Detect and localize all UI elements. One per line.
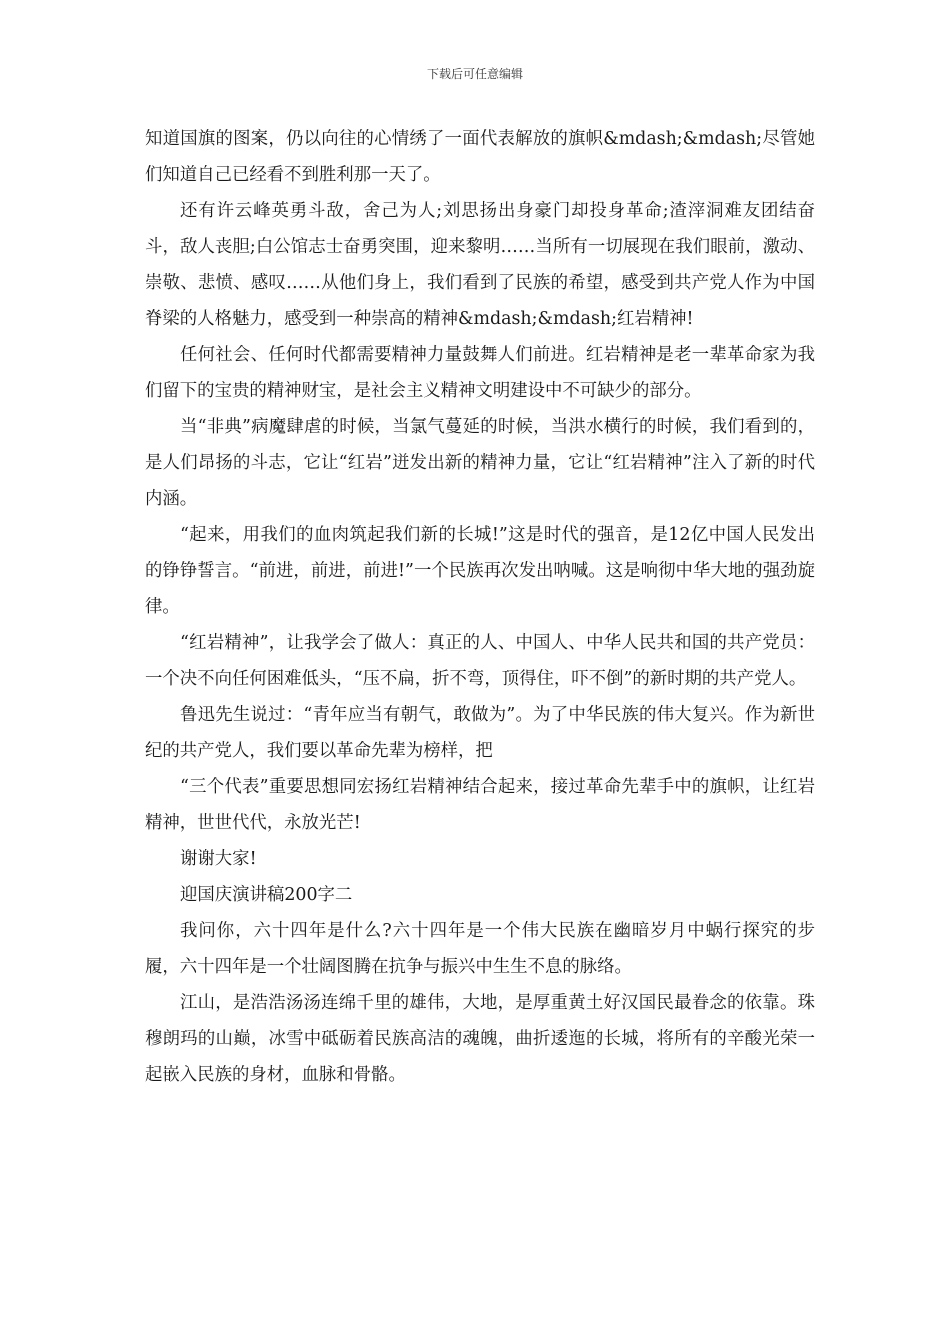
paragraph: 还有许云峰英勇斗敌，舍己为人;刘思扬出身豪门却投身革命;渣滓洞难友团结奋斗，敌人丧胆;白公馆志士奋勇突围，迎来黎明……当所有一切展现在我们眼前，激动、崇敬、悲愤、感叹……从他们身上，我们看到了民族的希望，感受到共产党人作为中国脊梁的人格魅力，感受到一种崇高的精神&mdash;&mdash;红岩精神! [145, 201, 815, 329]
paragraph: “红岩精神”，让我学会了做人：真正的人、中国人、中华人民共和国的共产党员：一个决不向任何困难低头，“压不扁，折不弯，顶得住，吓不倒”的新时期的共产党人。 [145, 633, 815, 689]
page-header: 下载后可任意编辑 [426, 67, 523, 81]
paragraph: “三个代表”重要思想同宏扬红岩精神结合起来，接过革命先辈手中的旗帜，让红岩精神，世世代代，永放光芒! [145, 777, 815, 833]
paragraph: 任何社会、任何时代都需要精神力量鼓舞人们前进。红岩精神是老一辈革命家为我们留下的宝贵的精神财宝，是社会主义精神文明建设中不可缺少的部分。 [145, 345, 815, 401]
paragraph: “起来，用我们的血肉筑起我们新的长城!”这是时代的强音，是12亿中国人民发出的铮铮誓言。“前进，前进，前进!”一个民族再次发出呐喊。这是响彻中华大地的强劲旋律。 [145, 525, 815, 617]
section-title: 迎国庆演讲稿200字二 [180, 885, 353, 905]
document-body [145, 121, 815, 1093]
paragraph: 江山，是浩浩汤汤连绵千里的雄伟，大地，是厚重黄土好汉国民最眷念的依靠。珠穆朗玛的山巅，冰雪中砥砺着民族高洁的魂魄，曲折逶迤的长城，将所有的辛酸光荣一起嵌入民族的身材，血脉和骨骼。 [145, 993, 815, 1085]
paragraph: 知道国旗的图案，仍以向往的心情绣了一面代表解放的旗帜&mdash;&mdash;尽管她们知道自己已经看不到胜利那一天了。 [145, 129, 815, 185]
closing-line: 谢谢大家! [180, 849, 257, 869]
paragraph: 当“非典”病魔肆虐的时候，当氯气蔓延的时候，当洪水横行的时候，我们看到的，是人们昂扬的斗志，它让“红岩”迸发出新的精神力量，它让“红岩精神”注入了新的时代内涵。 [145, 417, 815, 509]
paragraph: 我问你，六十四年是什么?六十四年是一个伟大民族在幽暗岁月中蜗行探究的步履，六十四年是一个壮阔图腾在抗争与振兴中生生不息的脉络。 [145, 921, 815, 977]
paragraph: 鲁迅先生说过：“青年应当有朝气，敢做为”。为了中华民族的伟大复兴。作为新世纪的共产党人，我们要以革命先辈为榜样，把 [145, 705, 815, 761]
